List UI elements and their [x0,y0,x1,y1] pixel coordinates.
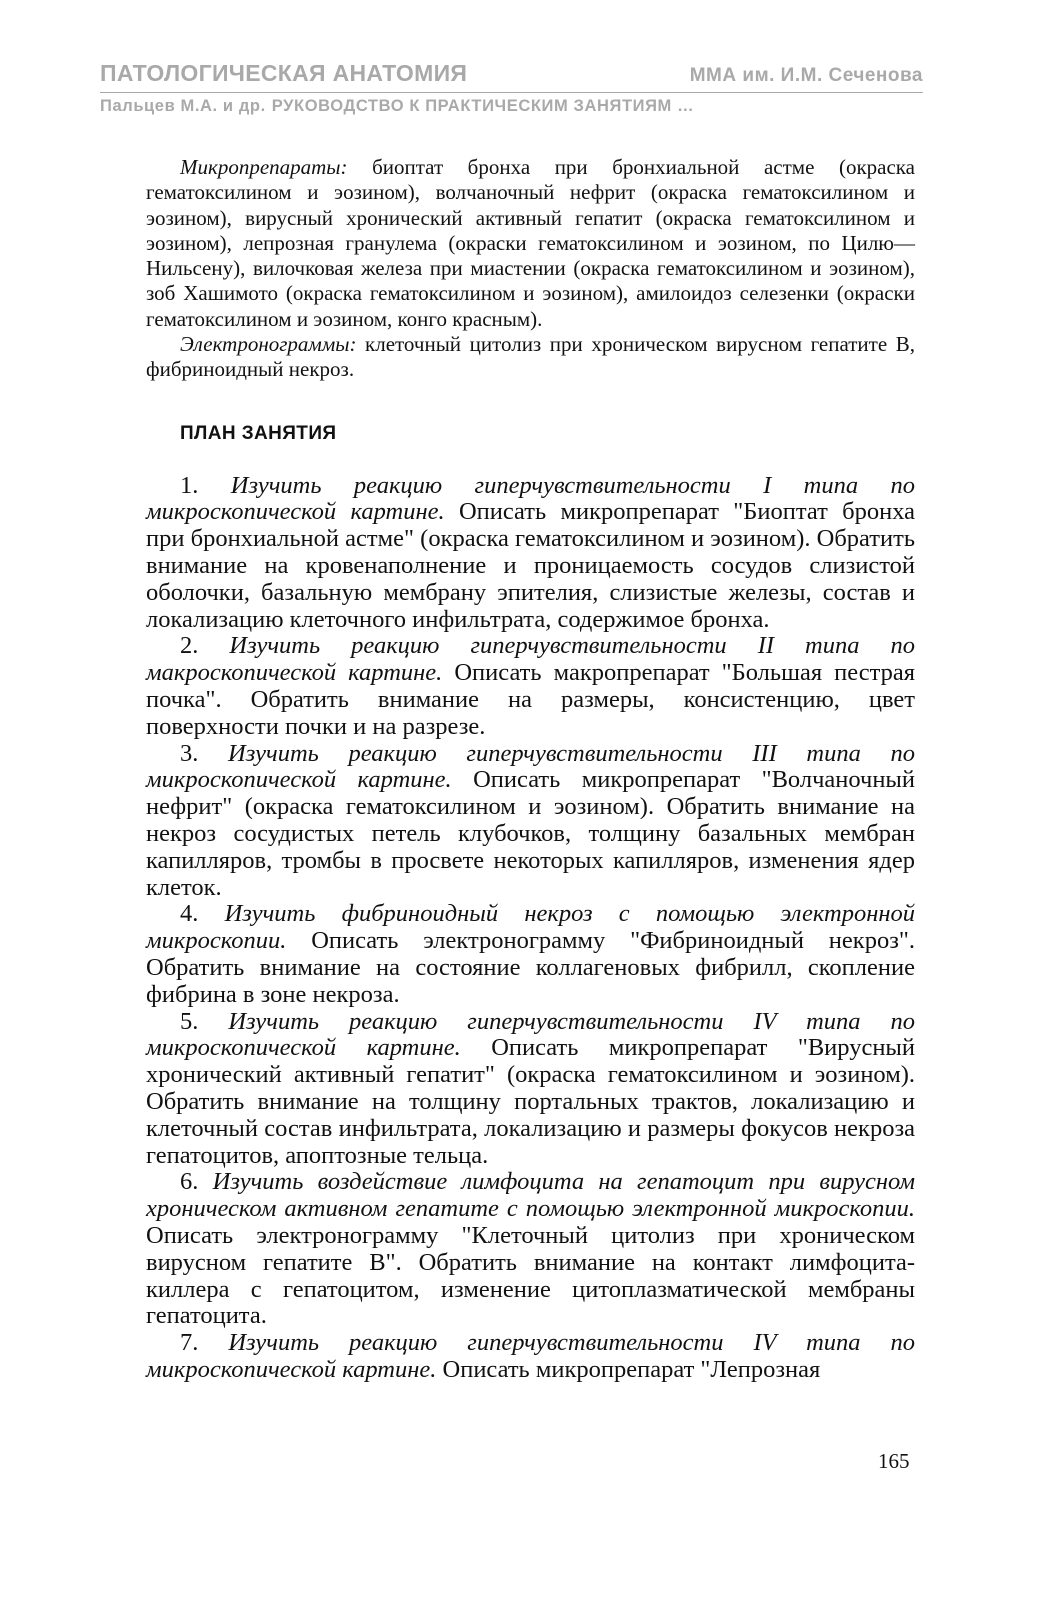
plan-item [146,741,915,902]
page-number: 165 [878,1449,910,1473]
plan-item-text: Описать электронограмму "Клеточный цитолиз при хроническом вирусном гепатите В". Обратить внимание на контакт лимфоцита-киллера с гепатоцитом, изменение цитоплазматической мембраны гепатоцита. [146,1221,915,1330]
running-header [100,60,923,116]
header-book-subtitle: РУКОВОДСТВО К ПРАКТИЧЕСКИМ ЗАНЯТИЯМ … [271,97,695,115]
section-heading: ПЛАН ЗАНЯТИЯ [180,422,337,444]
plan-item-text: Описать микропрепарат "Волчаночный нефрит" (окраска гематоксилином и эозином). Обратить внимание на некроз сосудистых петель клубочков, толщину базальных мембран капилляров, тромбы в просвете некоторых капилляров, изменения ядер клеток. [146,766,915,901]
plan-item-number: 7. [180,1329,229,1357]
plan-item [146,633,915,740]
plan-item-task: Изучить реакцию гиперчувствительности I типа по микроскопической картине. [146,471,916,526]
plan-list [146,473,915,1384]
plan-item-task: Изучить реакцию гиперчувствительности IV типа по микроскопической картине. [146,1007,915,1062]
plan-item-number: 4. [180,900,225,928]
plan-item-task: Изучить реакцию гиперчувствительности III типа по микроскопической картине. [146,739,915,794]
materials-label: Микропрепараты: [180,155,348,179]
plan-item-text: Описать микропрепарат "Биоптат бронха при бронхиальной астме" (окраска гематоксилином и эозином). Обратить внимание на кровенаполнение и проницаемость сосудов слизистой оболочки, базальную мембрану эпителия, слизистые железы, состав и локализацию клеточного инфильтрата, содержимое бронха. [146,498,915,633]
materials-paragraph-slides [146,155,915,332]
plan-item-text: Описать макропрепарат "Большая пестрая почка". Обратить внимание на размеры, консистенцию, цвет поверхности почки и на разрезе. [146,659,916,740]
plan-item-text: Описать микропрепарат "Лепрозная [436,1355,821,1383]
page-content [146,155,915,1384]
plan-item-task: Изучить реакцию гиперчувствительности IV типа по микроскопической картине. [146,1329,915,1383]
plan-item-number: 1. [180,471,231,499]
plan-item [146,473,915,634]
plan-item [146,1330,915,1384]
plan-item-text: Описать микропрепарат "Вирусный хронический активный гепатит" (окраска гематоксилином и эозином). Обратить внимание на толщину портальных трактов, локализацию и клеточный состав инфильтрата, локализацию и размеры фокусов некроза гепатоцитов, апоптозные тельца. [146,1034,916,1169]
plan-item-number: 3. [180,739,229,767]
plan-item [146,901,915,1008]
plan-item-task: Изучить реакцию гиперчувствительности II типа по макроскопической картине. [146,632,916,687]
materials-label: Электронограммы: [180,332,357,357]
materials-paragraph-electronograms [146,332,915,383]
plan-item-task: Изучить воздействие лимфоцита на гепатоцит при вирусном хроническом активном гепатите с помощью электронной микроскопии. [146,1168,915,1223]
plan-item-task: Изучить фибриноидный некроз с помощью электронной микроскопии. [146,900,915,955]
plan-item-number: 6. [180,1168,213,1196]
materials-text: биоптат бронха при бронхиальной астме (окраска гематоксилином и эозином), волчаночный нефрит (окраска гематоксилином и эозином), вирусный хронический активный гепатит (окраска гематоксилином и эозином), лепрозная гранулема (окраски гематоксилином и эозином, по Цилю—Нильсену), вилочковая железа при миастении (окраска гематоксилином и эозином), зоб Хашимото (окраска гематоксилином и эозином), амилоидоз селезенки (окраски гематоксилином и эозином, конго красным). [146,155,915,331]
header-institution: ММА им. И.М. Сеченова [689,65,923,86]
header-authors: Пальцев М.А. и др. [100,97,266,115]
header-book-title: ПАТОЛОГИЧЕСКАЯ АНАТОМИЯ [100,60,468,86]
header-subtitle [100,97,923,116]
plan-item [146,1009,915,1170]
plan-item-text: Описать электронограмму "Фибриноидный некроз". Обратить внимание на состояние коллагеновых фибрилл, скопление фибрина в зоне некроза. [146,927,915,1008]
plan-item-number: 5. [180,1007,229,1035]
plan-item-number: 2. [180,632,230,660]
materials-text: клеточный цитолиз при хроническом вирусном гепатите В, фибриноидный некроз. [146,332,915,382]
header-top-row [100,60,923,93]
plan-item [146,1169,915,1330]
